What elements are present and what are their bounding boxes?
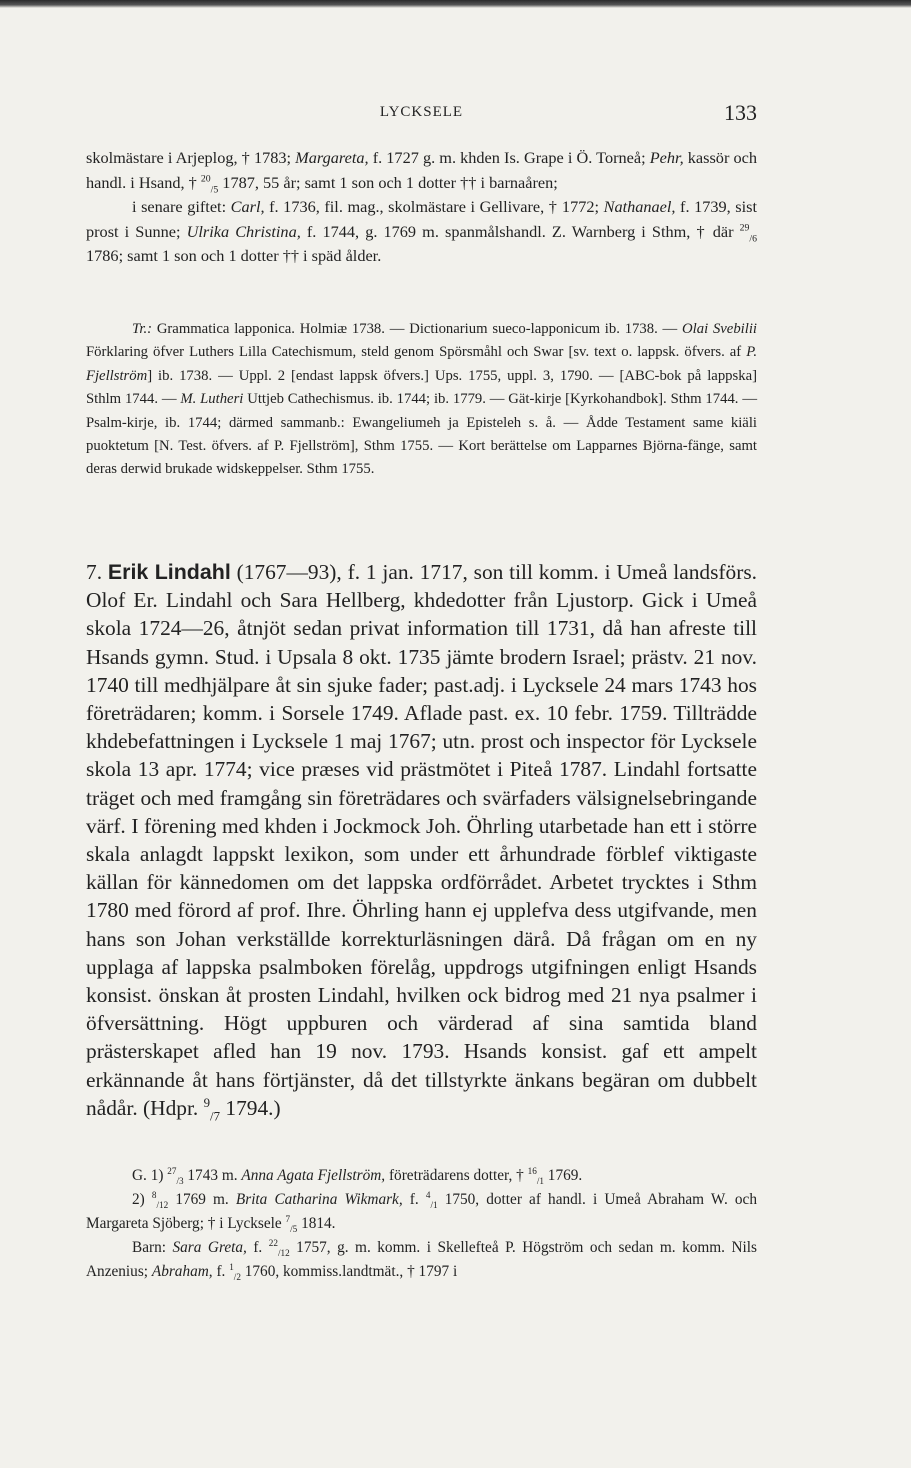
- text-run: 2): [132, 1191, 152, 1208]
- page-header: [86, 100, 757, 130]
- running-title: LYCKSELE: [379, 104, 464, 120]
- date-month: /12: [156, 1200, 169, 1211]
- date-day: 8: [151, 1189, 157, 1200]
- date-month: /12: [277, 1248, 290, 1259]
- text-run: G. 1): [132, 1167, 168, 1184]
- works-paragraph: [86, 318, 757, 482]
- text-run: f. 1739, sist prost i Sunne;: [86, 197, 757, 241]
- text-run: i senare giftet:: [132, 197, 231, 216]
- text-run: kassör och handl. i Hsand, †: [86, 148, 757, 192]
- date-month: /6: [749, 232, 757, 244]
- text-run: 1769.: [543, 1167, 583, 1184]
- text-run: 1794.): [220, 1095, 281, 1120]
- text-run: f.: [402, 1191, 426, 1208]
- text-run: 1750, dotter af handl. i Umeå Abraham W. och Margareta Sjöberg; † i Lycksele: [86, 1191, 757, 1232]
- author-name: P. Fjellström: [86, 344, 757, 384]
- text-run: 1760, kommiss.landtmät., † 1797 i: [240, 1263, 458, 1280]
- date-day: 27: [167, 1165, 177, 1176]
- person-name: Pehr,: [649, 148, 684, 167]
- date-day: 22: [268, 1237, 278, 1248]
- text-run: f. 1736, fil. mag., skolmästare i Gellivare, † 1772;: [264, 197, 604, 216]
- works-label: Tr.:: [132, 321, 153, 337]
- date-month: /1: [430, 1200, 438, 1211]
- date-month: /5: [210, 183, 219, 195]
- text-run: f. 1744, g. 1769 m. spanmålshandl. Z. Warnberg i Sthm, † där: [300, 221, 740, 241]
- author-name: M. Lutheri: [180, 391, 244, 408]
- date-day: 29: [739, 222, 750, 234]
- date-month: /5: [290, 1224, 298, 1235]
- date-day: 4: [425, 1189, 431, 1200]
- text-run: Förklaring öfver Luthers Lilla Catechismum, steld genom Spörsmåhl och Swar [sv. text o. lappsk. öfvers. af: [86, 344, 747, 361]
- date-month: /1: [536, 1176, 544, 1187]
- text-run: f.: [212, 1263, 230, 1280]
- text-run: Grammatica lapponica. Holmiæ 1738. — Dictionarium sueco-lapponicum ib. 1738. —: [152, 321, 683, 337]
- family-paragraph: [86, 1164, 757, 1284]
- date-month: /7: [210, 1109, 221, 1124]
- text-run: 1757, g. m. komm. i Skellefteå P. Högström och sedan m. komm. Nils Anzenius;: [86, 1239, 757, 1280]
- text-run: (1767—93), f. 1 jan. 1717, son till komm. i Umeå landsförs. Olof Er. Lindahl och Sara Hellberg, khdedotter från Ljustorp. Gick i Umeå skola 1724—26, åtnjöt sedan privat information till 1731, då han afreste till Hsands gymn. Stud. i Upsala 8 okt. 1735 jämte brodern Israel; prästv. 21 nov. 1740 till medhjälpare åt sin sjuke fader; past.adj. i Lycksele 24 mars 1743 hos företrädaren; komm. i Sorsele 1749. Aflade past. ex. 10 febr. 1759. Tillträdde khdebefattningen i Lycksele 1 maj 1767; utn. prost och inspector för Lycksele skola 13 apr. 1774; vice præses vid prästmötet i Piteå 1787. Lindahl fortsatte träget och med framgång sin företrädares och svärfaders välsignelsebringande värf. I förening med khden i Jockmock Joh. Öhrling utarbetade han ett i större skala anlagdt lappskt lexikon, som under ett århundrade förblef viktigaste källan för kännedomen om det lappska ordförrådet. Arbetet trycktes i Sthm 1780 med förord af prof. Ihre. Öhrling hann ej upplefva dess utgifvande, men hans son Johan verkställde korrekturläsningen därå. Då frågan om en ny upplaga af lappska psalmboken förelåg, uppdrogs utgifningen enligt Hsands konsist. önskan åt prosten Lindahl, hvilken ock bidrog med 21 nya psalmer i öfversättning. Högt uppburen och värderad af sina samtida bland prästerskapet afled han 19 nov. 1793. Hsands konsist. gaf ett ampelt erkännande åt hans förtjänster, då det tillstyrkte änkans begäran om dubbelt nådår. (Hdpr.: [86, 560, 758, 1120]
- date-day: 16: [527, 1165, 537, 1176]
- person-name: Nathanael,: [603, 197, 676, 216]
- text-run: 1743 m.: [183, 1167, 242, 1184]
- text-run: Uttjeb Cathechismus. ib. 1744; ib. 1779. — Gät-kirje [Kyrkohandbok]. Sthm 1744. — Psalm-kirje, ib. 1744; därmed sammanb.: Ewangeliumeh ja Episteleh s. å. — Ådde Testament same kiäli puoktetum [N. Test. öfvers. af P. Fjellström], Sthm 1755. — Kort berättelse om Lapparnes Björna-fänge, samt deras derwid brukade widskeppelser. Sthm 1755.: [86, 391, 758, 478]
- text-run: företrädarens dotter, †: [385, 1167, 528, 1184]
- entry-name: Erik Lindahl: [107, 560, 231, 584]
- person-name: Margareta,: [295, 148, 369, 167]
- date-day: 9: [203, 1095, 211, 1110]
- person-name: Sara Greta,: [172, 1239, 247, 1256]
- person-name: Anna Agata Fjellström,: [241, 1167, 386, 1184]
- author-name: Olai Svebilii: [682, 321, 757, 337]
- date-day: 1: [229, 1261, 234, 1272]
- text-run: 1769 m.: [168, 1191, 236, 1208]
- date-day: 20: [200, 173, 211, 185]
- person-name: Ulrika Christina,: [186, 221, 301, 241]
- date-month: /2: [233, 1272, 241, 1283]
- entry-number: 7.: [86, 560, 108, 584]
- date-day: 7: [285, 1213, 291, 1224]
- person-name: Carl,: [230, 197, 265, 216]
- text-run: ] ib. 1738. — Uppl. 2 [endast lappsk öfvers.] Ups. 1755, uppl. 3, 1790. — [ABC-bok på lappska] Sthlm 1744. —: [86, 367, 757, 408]
- person-name: Brita Catharina Wikmark,: [235, 1191, 403, 1208]
- text-run: 1786; samt 1 son och 1 dotter †† i späd ålder.: [86, 246, 382, 265]
- text-run: 1814.: [297, 1215, 336, 1232]
- date-month: /3: [176, 1176, 184, 1187]
- text-run: f. 1727 g. m. khden Is. Grape i Ö. Torneå;: [368, 148, 650, 167]
- page-number: 133: [724, 100, 757, 125]
- text-run: f.: [246, 1239, 269, 1256]
- family-paragraph-continued: [86, 146, 757, 269]
- biography-paragraph: [86, 558, 757, 1122]
- person-name: Abraham,: [151, 1263, 213, 1280]
- text-run: skolmästare i Arjeplog, † 1783;: [86, 148, 296, 167]
- scan-edge-shadow: [0, 0, 911, 8]
- text-run: 1787, 55 år; samt 1 son och 1 dotter †† i barnaåren;: [218, 172, 558, 192]
- text-run: Barn:: [132, 1239, 173, 1256]
